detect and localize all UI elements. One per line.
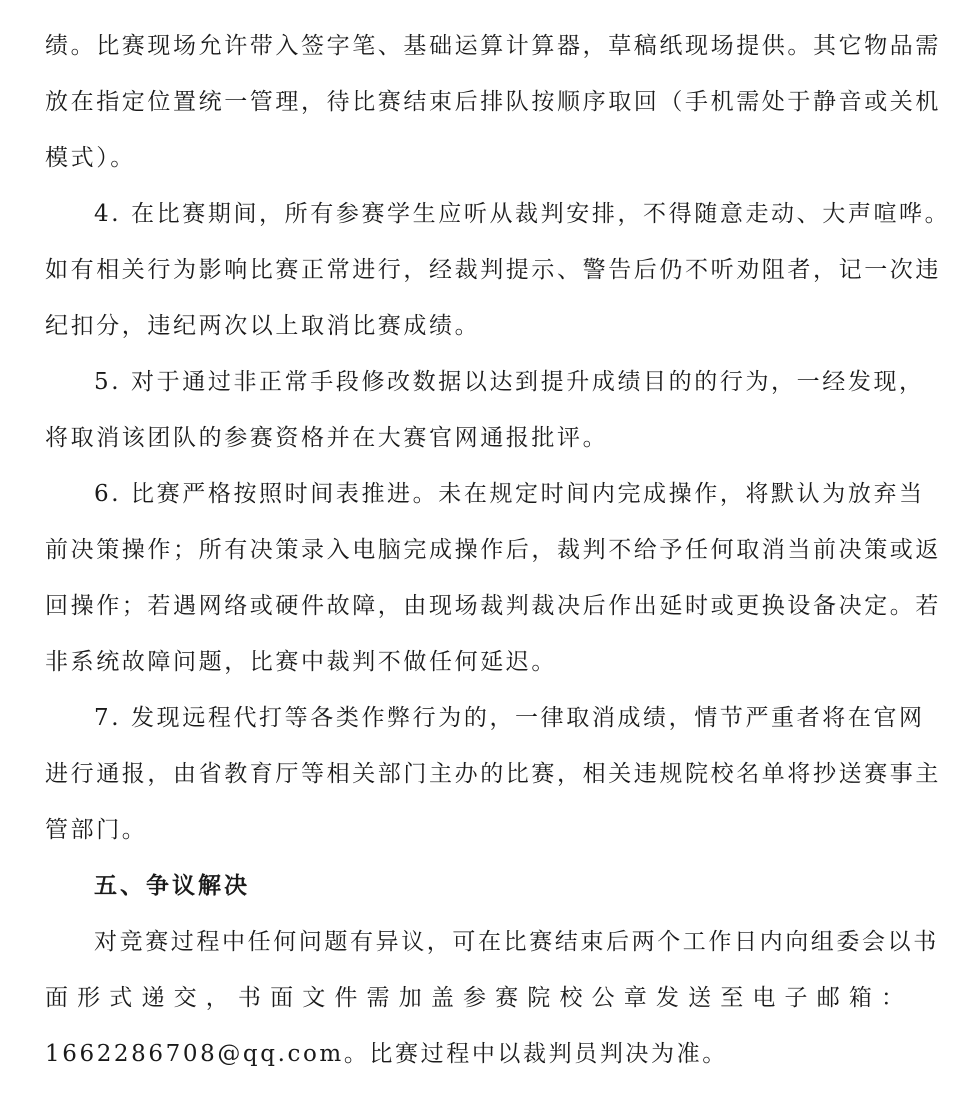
- paragraph-rule-7: [45, 690, 941, 858]
- text-line: 回操作；若遇网络或硬件故障，由现场裁判裁决后作出延时或更换设备决定。若: [45, 593, 941, 619]
- text-line: 将取消该团队的参赛资格并在大赛官网通报批评。: [45, 425, 609, 451]
- text-line: 非系统故障问题，比赛中裁判不做任何延迟。: [45, 649, 557, 675]
- paragraph-continued: [45, 18, 941, 186]
- text-line: 5. 对于通过非正常手段修改数据以达到提升成绩目的的行为，一经发现，: [94, 369, 925, 395]
- text-line: 绩。比赛现场允许带入签字笔、基础运算计算器，草稿纸现场提供。其它物品需: [45, 33, 941, 59]
- text-line: 面形式递交，书面文件需加盖参赛院校公章发送至电子邮箱：: [45, 985, 913, 1011]
- text-line: 如有相关行为影响比赛正常进行，经裁判提示、警告后仍不听劝阻者，记一次违: [45, 257, 941, 283]
- paragraph-rule-4: [45, 186, 951, 354]
- text-line: 对竞赛过程中任何问题有异议，可在比赛结束后两个工作日内向组委会以书: [94, 929, 939, 955]
- text-line: 4. 在比赛期间，所有参赛学生应听从裁判安排，不得随意走动、大声喧哗。: [94, 201, 951, 227]
- text-line: 前决策操作；所有决策录入电脑完成操作后，裁判不给予任何取消当前决策或返: [45, 537, 941, 563]
- text-line: 管部门。: [45, 817, 148, 843]
- text-line: 6. 比赛严格按照时间表推进。未在规定时间内完成操作，将默认为放弃当: [94, 481, 925, 507]
- paragraph-rule-6: [45, 466, 941, 690]
- text-line: 7. 发现远程代打等各类作弊行为的，一律取消成绩，情节严重者将在官网: [94, 705, 925, 731]
- text-line: 放在指定位置统一管理，待比赛结束后排队按顺序取回（手机需处于静音或关机: [45, 89, 941, 115]
- paragraph-rule-5: [45, 354, 925, 466]
- section-heading: 五、争议解决: [94, 872, 250, 899]
- text-line: 纪扣分，违纪两次以上取消比赛成绩。: [45, 313, 481, 339]
- paragraph-dispute: [45, 914, 939, 1082]
- email-line: 1662286708@qq.com。比赛过程中以裁判员判决为准。: [45, 1041, 728, 1067]
- text-line: 进行通报，由省教育厅等相关部门主办的比赛，相关违规院校名单将抄送赛事主: [45, 761, 941, 787]
- text-line: 模式）。: [45, 145, 136, 171]
- document-body: [45, 18, 951, 1082]
